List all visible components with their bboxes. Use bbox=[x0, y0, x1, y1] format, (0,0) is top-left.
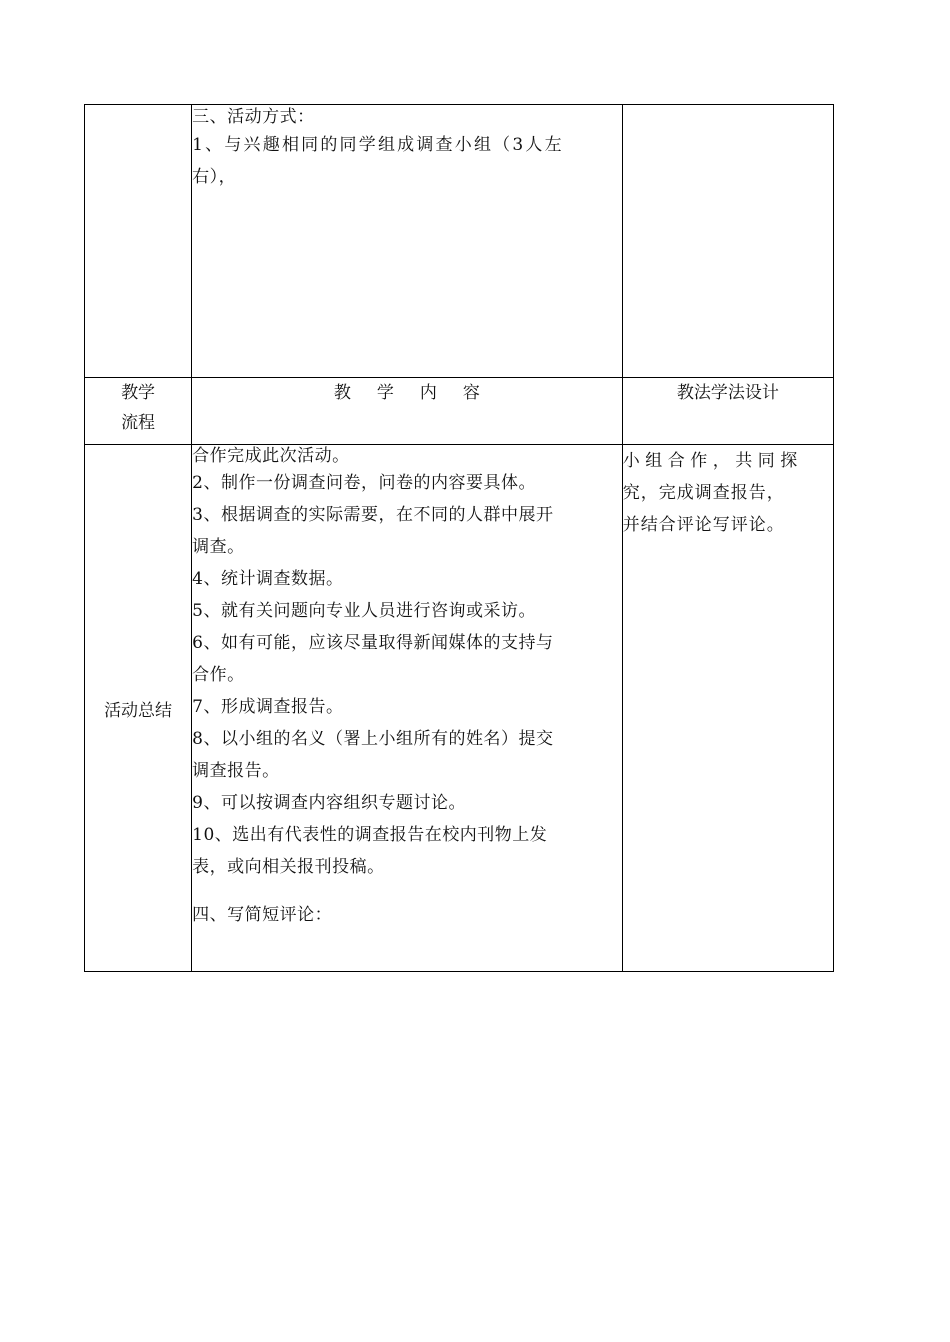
content-line: 6、如有可能，应该尽量取得新闻媒体的支持与 bbox=[192, 633, 554, 653]
header-flow-line2: 流程 bbox=[121, 413, 156, 433]
header-content-label: 教学内容 bbox=[333, 383, 506, 403]
content-line: 2、制作一份调查问卷，问卷的内容要具体。 bbox=[192, 473, 536, 493]
content-line: 表，或向相关报刊投稿。 bbox=[192, 857, 385, 877]
content-line: 7、形成调查报告。 bbox=[192, 697, 344, 717]
header-method-label: 教法学法设计 bbox=[676, 383, 779, 403]
method-cell bbox=[622, 445, 833, 972]
header-content-cell bbox=[192, 378, 623, 445]
method-line: 小组合作，共同探 bbox=[622, 451, 803, 471]
content-cell bbox=[192, 105, 623, 378]
content-line: 9、可以按调查内容组织专题讨论。 bbox=[192, 793, 466, 813]
table-row bbox=[85, 445, 834, 972]
content-line: 5、就有关问题向专业人员进行咨询或采访。 bbox=[192, 601, 536, 621]
activity-label-cell bbox=[85, 445, 192, 972]
table-header-row bbox=[85, 378, 834, 445]
content-line: 调查报告。 bbox=[192, 761, 280, 781]
content-line: 三、活动方式： bbox=[192, 107, 315, 127]
content-line: 合作完成此次活动。 bbox=[192, 446, 350, 466]
content-line: 4、统计调查数据。 bbox=[192, 569, 344, 589]
activity-summary-label: 活动总结 bbox=[104, 700, 173, 721]
table-row bbox=[85, 105, 834, 378]
content-line: 右）， bbox=[192, 167, 237, 187]
method-line: 究，完成调查报告， bbox=[622, 483, 785, 503]
method-cell-empty bbox=[622, 105, 833, 378]
content-cell bbox=[192, 445, 623, 972]
flow-cell-empty bbox=[85, 105, 192, 378]
content-line: 调查。 bbox=[192, 537, 245, 557]
header-flow-cell bbox=[85, 378, 192, 445]
content-line: 8、以小组的名义（署上小组所有的姓名）提交 bbox=[192, 729, 554, 749]
content-line: 3、根据调查的实际需要，在不同的人群中展开 bbox=[192, 505, 554, 525]
header-flow-line1: 教学 bbox=[121, 383, 156, 403]
section-heading: 四、写简短评论： bbox=[192, 905, 333, 925]
header-method-cell bbox=[622, 378, 833, 445]
method-line: 并结合评论写评论。 bbox=[622, 515, 785, 535]
lesson-plan-table bbox=[84, 104, 834, 972]
content-line: 合作。 bbox=[192, 665, 245, 685]
paragraph-gap bbox=[192, 883, 622, 899]
content-line: 10、选出有代表性的调查报告在校内刊物上发 bbox=[192, 825, 548, 845]
content-line: 1、与兴趣相同的同学组成调查小组（3人左 bbox=[192, 135, 564, 155]
